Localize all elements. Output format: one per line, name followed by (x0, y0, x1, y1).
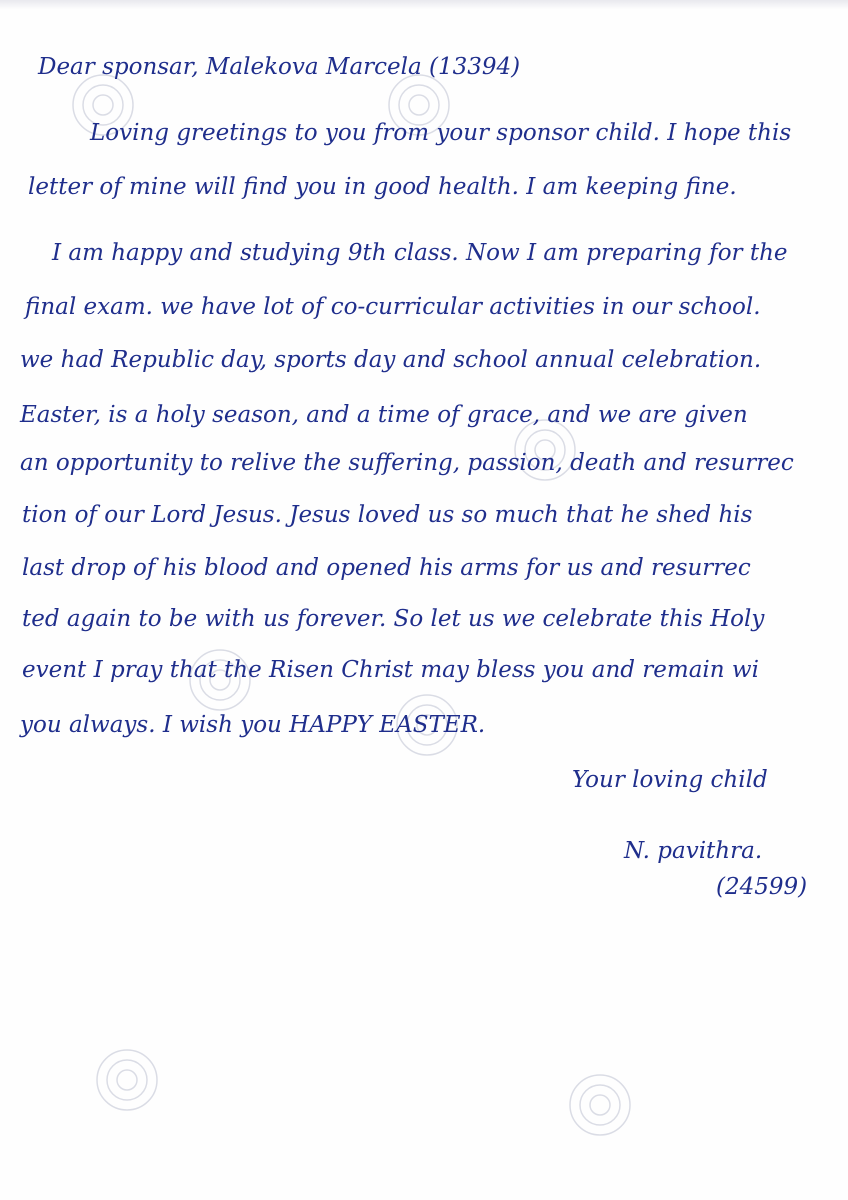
scan-top-edge (0, 0, 848, 10)
salutation: Dear sponsar, Malekova Marcela (13394) (38, 54, 521, 80)
letter-line: Easter, is a holy season, and a time of grace, and we are given (20, 402, 748, 428)
letter-line: last drop of his blood and opened his arms for us and resurrec (22, 555, 751, 581)
letter-line: an opportunity to relive the suffering, passion, death and resurrec (20, 450, 794, 476)
closing: Your loving child (572, 767, 768, 793)
letter-line: letter of mine will find you in good health. I am keeping fine. (28, 174, 737, 200)
watermark-stamp-icon (565, 1070, 635, 1140)
signature-name: N. pavithra. (624, 838, 763, 864)
watermark-stamp-icon (92, 1045, 162, 1115)
letter-line: final exam. we have lot of co-curricular activities in our school. (25, 294, 761, 320)
letter-line: you always. I wish you HAPPY EASTER. (20, 712, 486, 738)
child-id: (24599) (716, 874, 808, 900)
letter-line: tion of our Lord Jesus. Jesus loved us so much that he shed his (22, 502, 753, 528)
letter-line: Loving greetings to you from your sponsor child. I hope this (90, 120, 792, 146)
letter-line: event I pray that the Risen Christ may bless you and remain wi (22, 657, 759, 683)
letter-line: I am happy and studying 9th class. Now I am preparing for the (52, 240, 788, 266)
letter-line: we had Republic day, sports day and school annual celebration. (20, 347, 762, 373)
letter-line: ted again to be with us forever. So let us we celebrate this Holy (22, 606, 765, 632)
